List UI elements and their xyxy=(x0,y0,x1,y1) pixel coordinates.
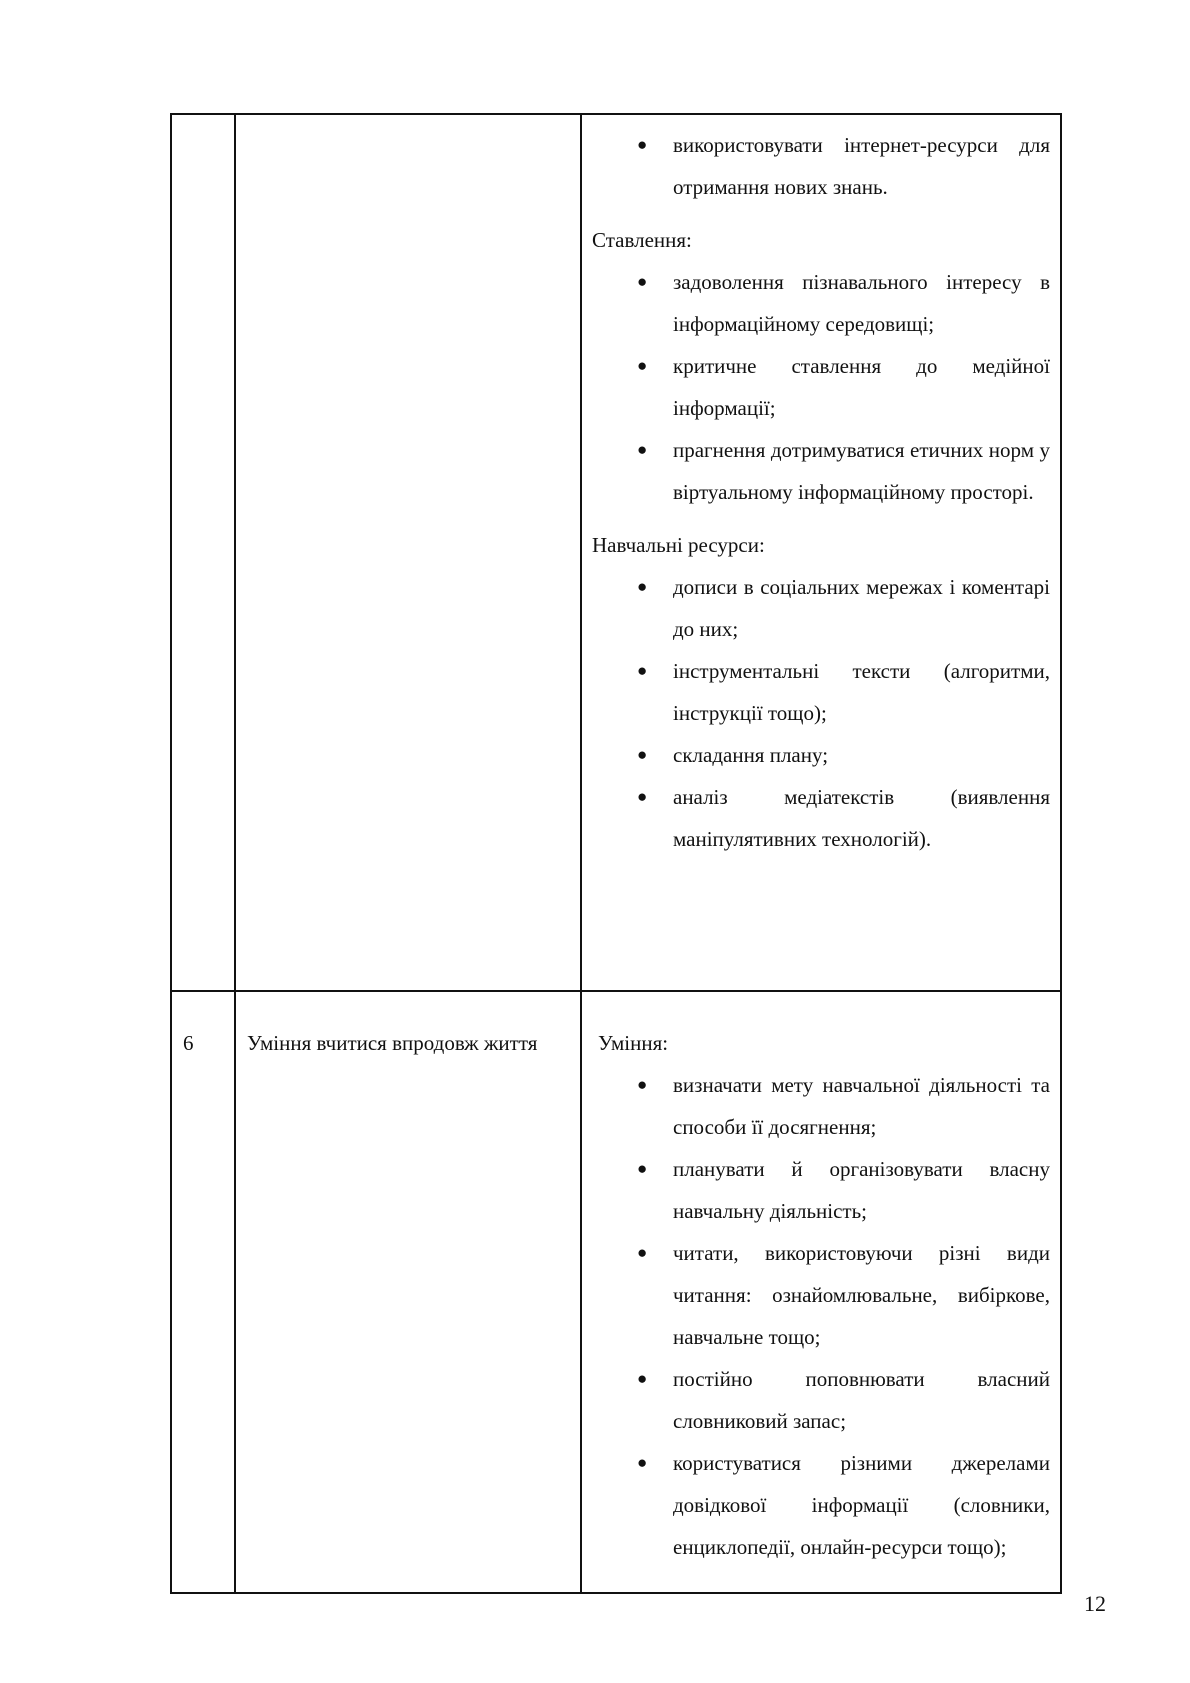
table-row xyxy=(171,991,1061,1593)
bullet-list xyxy=(598,1064,1050,1568)
page-number: 12 xyxy=(1084,1591,1106,1616)
list-item: ● визначати мету навчальної діяльності та способи її досягнення; xyxy=(673,1064,1050,1148)
list-item: ● критичне ставлення до медійної інформації; xyxy=(673,345,1050,429)
list-item: ● використовувати інтернет-ресурси для отримання нових знань. xyxy=(673,124,1050,208)
list-item: ● планувати й організовувати власну навчальну діяльність; xyxy=(673,1148,1050,1232)
row-number-cell xyxy=(171,114,235,991)
row-number-cell: 6 xyxy=(171,991,235,1593)
topic-cell: Уміння вчитися впродовж життя xyxy=(235,991,581,1593)
list-item: ● дописи в соціальних мережах і коментарі до них; xyxy=(673,566,1050,650)
competencies-table xyxy=(170,113,1062,1594)
content-block xyxy=(598,1022,1050,1568)
list-item: ● аналіз медіатекстів (виявлення маніпулятивних технологій). xyxy=(673,776,1050,860)
content-cell xyxy=(581,114,1061,991)
list-item: ● складання плану; xyxy=(673,734,1050,776)
table-row xyxy=(171,114,1061,991)
list-item: ● користуватися різними джерелами довідкової інформації (словники, енциклопедії, онлайн-ресурси тощо); xyxy=(673,1442,1050,1568)
list-item: ● постійно поповнювати власний словниковий запас; xyxy=(673,1358,1050,1442)
list-item: ● задоволення пізнавального інтересу в інформаційному середовищі; xyxy=(673,261,1050,345)
block-heading: Ставлення: xyxy=(592,228,692,252)
content-block xyxy=(592,219,1050,513)
block-heading: Навчальні ресурси: xyxy=(592,533,765,557)
topic-cell xyxy=(235,114,581,991)
bullet-list xyxy=(592,124,1050,208)
bullet-list xyxy=(592,261,1050,513)
block-heading: Уміння: xyxy=(598,1031,669,1055)
content-cell xyxy=(581,991,1061,1593)
bullet-list xyxy=(592,566,1050,860)
list-item: ● інструментальні тексти (алгоритми, інструкції тощо); xyxy=(673,650,1050,734)
content-block xyxy=(592,124,1050,208)
content-block xyxy=(592,524,1050,860)
list-item: ● прагнення дотримуватися етичних норм у віртуальному інформаційному просторі. xyxy=(673,429,1050,513)
list-item: ● читати, використовуючи різні види читання: ознайомлювальне, вибіркове, навчальне тощо; xyxy=(673,1232,1050,1358)
